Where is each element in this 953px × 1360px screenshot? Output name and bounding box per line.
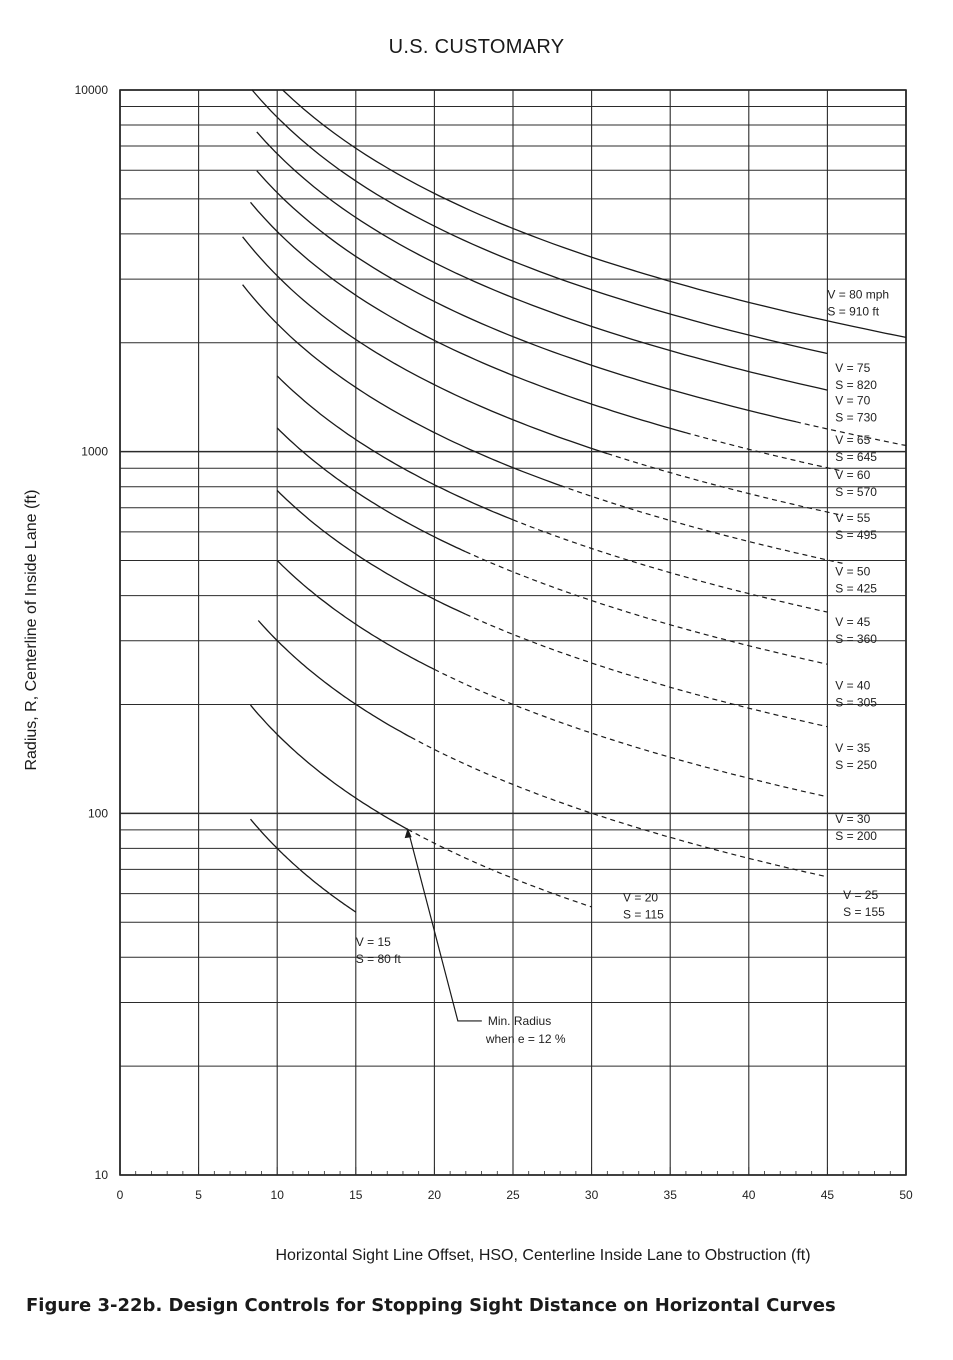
y-axis-label: Radius, R, Centerline of Inside Lane (ft)	[23, 489, 40, 771]
curve-solid	[277, 428, 466, 552]
curve-label-speed: V = 50	[835, 564, 871, 579]
curve-label-distance: S = 155	[843, 904, 885, 919]
curve-label-speed: V = 35	[835, 740, 871, 755]
curve-dashed	[408, 829, 592, 907]
min-radius-annotation	[405, 828, 566, 1046]
curve-dashed	[466, 614, 828, 726]
curve-label-speed: V = 15	[355, 934, 391, 949]
x-axis-label: Horizontal Sight Line Offset, HSO, Centerline Inside Lane to Obstruction (ft)	[275, 1247, 811, 1264]
curve-solid	[252, 90, 827, 354]
curve-label-distance: S = 200	[835, 829, 877, 844]
curve-solid	[243, 237, 608, 454]
figure-caption: Figure 3-22b. Design Controls for Stopping Sight Distance on Horizontal Curves	[26, 1295, 836, 1316]
curve-solid	[258, 621, 411, 738]
curve-label-distance: S = 820	[835, 378, 877, 393]
curve-label-distance: S = 305	[835, 695, 877, 710]
curve-label-speed: V = 60	[835, 468, 871, 483]
y-tick-label: 1000	[81, 444, 108, 459]
curve-dashed	[560, 486, 843, 564]
curve-label-speed: V = 20	[623, 890, 659, 905]
y-tick-label: 100	[87, 806, 108, 821]
y-tick-label: 10000	[74, 83, 108, 97]
curve-label-distance: S = 250	[835, 757, 877, 772]
curve-label-speed: V = 75	[835, 361, 871, 376]
curve-label-distance: S = 360	[835, 631, 877, 646]
curve-dashed	[411, 737, 828, 877]
curve-label-distance: S = 910 ft	[827, 304, 880, 319]
x-tick-label: 50	[899, 1188, 913, 1202]
annotation-leader	[410, 836, 482, 1021]
curve-solid	[257, 171, 796, 422]
curve-dashed	[466, 552, 828, 664]
x-tick-label: 5	[195, 1188, 202, 1202]
annotation-line-1: Min. Radius	[487, 1013, 552, 1028]
x-tick-label: 35	[663, 1188, 677, 1202]
curve-label-distance: S = 570	[835, 485, 877, 500]
chart-title: U.S. CUSTOMARY	[388, 36, 565, 58]
curve-label-distance: S = 115	[623, 907, 664, 922]
curve-solid	[251, 705, 408, 829]
grid	[120, 90, 906, 1175]
curve-labels	[356, 288, 889, 966]
x-tick-label: 0	[116, 1188, 124, 1202]
curve-label-distance: S = 645	[835, 450, 877, 465]
curve-dashed	[434, 669, 827, 796]
x-tick-label: 40	[742, 1188, 756, 1202]
curve-label-speed: V = 70	[835, 393, 871, 408]
curve-label-speed: V = 80 mph	[827, 287, 890, 302]
curve-label-speed: V = 30	[835, 812, 871, 827]
x-tick-label: 15	[349, 1188, 363, 1202]
curve-label-distance: S = 80 ft	[355, 951, 401, 966]
design-curves	[243, 90, 906, 912]
x-tick-label: 10	[270, 1188, 284, 1202]
curve-dashed	[607, 454, 843, 516]
curve-label-distance: S = 425	[835, 581, 877, 596]
x-tick-label: 25	[506, 1188, 520, 1202]
x-tick-label: 45	[820, 1188, 835, 1202]
curve-label-speed: V = 55	[835, 510, 871, 525]
curve-label-distance: S = 495	[835, 527, 877, 542]
curve-label-speed: V = 65	[835, 433, 871, 448]
curve-label-speed: V = 25	[843, 887, 879, 902]
curve-solid	[251, 819, 356, 912]
y-tick-label: 10	[94, 1168, 108, 1182]
curve-solid	[277, 376, 513, 520]
curve-label-speed: V = 40	[835, 678, 871, 693]
curve-solid	[283, 90, 906, 337]
curve-label-speed: V = 45	[835, 614, 871, 629]
x-tick-label: 30	[584, 1188, 599, 1202]
x-tick-label: 20	[427, 1188, 442, 1202]
curve-label-distance: S = 730	[835, 410, 877, 425]
annotation-line-2: when e = 12 %	[485, 1031, 566, 1046]
